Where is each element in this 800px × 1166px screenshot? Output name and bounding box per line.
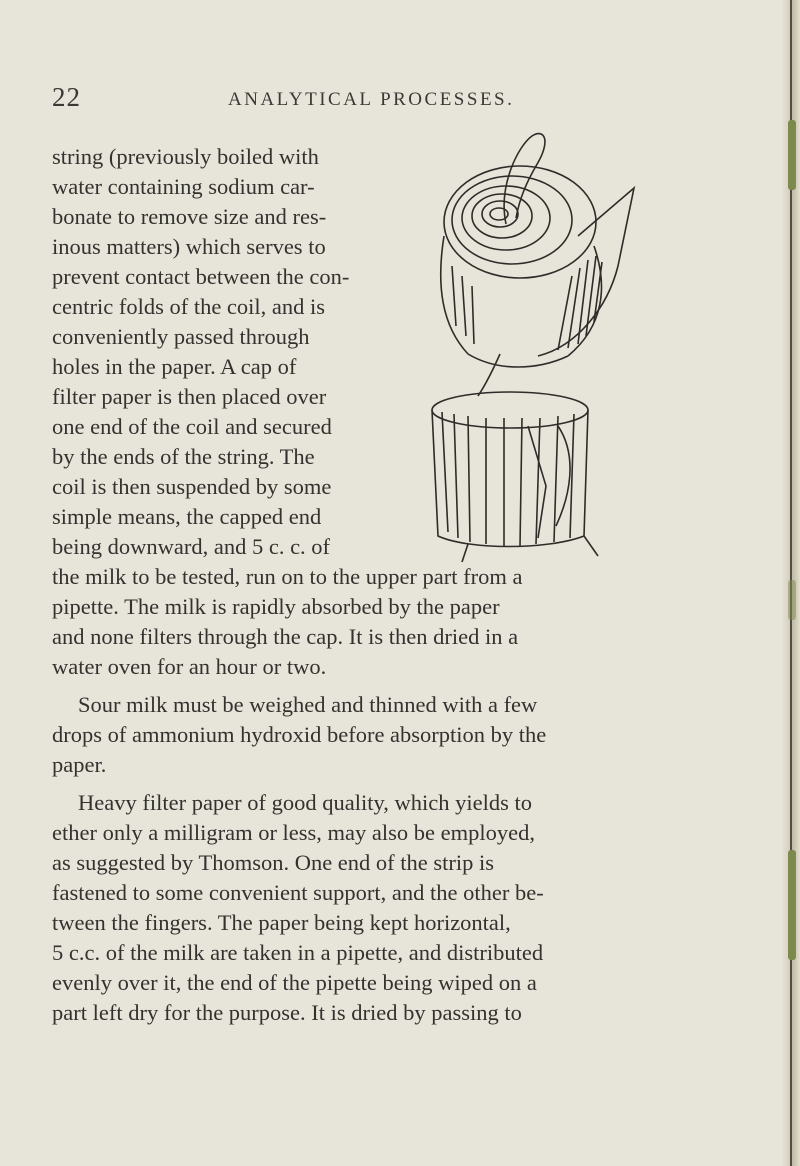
text-line: being downward, and 5 c. c. of — [52, 534, 331, 559]
text-line: coil is then suspended by some — [52, 474, 332, 499]
text-line: holes in the paper. A cap of — [52, 354, 297, 379]
coiled-paper-illustration-icon — [408, 126, 644, 574]
text-line: and none filters through the cap. It is then dried in a — [52, 624, 519, 649]
text-line: water containing sodium car- — [52, 174, 315, 199]
edge-stain — [788, 120, 796, 190]
page-number: 22 — [52, 82, 81, 112]
edge-stain — [788, 580, 796, 620]
text-line: paper. — [52, 752, 107, 777]
text-line: as suggested by Thomson. One end of the strip is — [52, 850, 495, 875]
text-line: one end of the coil and secured — [52, 414, 332, 439]
running-head: ANALYTICAL PROCESSES. — [228, 89, 515, 110]
text-line: drops of ammonium hydroxid before absorption by the — [52, 722, 547, 747]
text-line: water oven for an hour or two. — [52, 654, 327, 679]
text-line: inous matters) which serves to — [52, 234, 326, 259]
text-line: ether only a milligram or less, may also be employed, — [52, 820, 536, 845]
text-line: simple means, the capped end — [52, 504, 322, 529]
text-line: tween the fingers. The paper being kept horizontal, — [52, 910, 511, 935]
text-line: Sour milk must be weighed and thinned with a few — [78, 692, 538, 717]
text-line: pipette. The milk is rapidly absorbed by the paper — [52, 594, 500, 619]
text-line: the milk to be tested, run on to the upper part from a — [52, 564, 523, 589]
figure-coiled-filter-paper — [408, 126, 644, 574]
text-line: centric folds of the coil, and is — [52, 294, 326, 319]
text-line: bonate to remove size and res- — [52, 204, 327, 229]
text-line: conveniently passed through — [52, 324, 310, 349]
text-line: prevent contact between the con- — [52, 264, 350, 289]
text-line: string (previously boiled with — [52, 144, 319, 169]
text-line: Heavy filter paper of good quality, which yields to — [78, 790, 533, 815]
text-line: part left dry for the purpose. It is dried by passing to — [52, 1000, 522, 1025]
text-line: filter paper is then placed over — [52, 384, 327, 409]
text-line: by the ends of the string. The — [52, 444, 315, 469]
text-line: 5 c.c. of the milk are taken in a pipette, and distributed — [52, 940, 544, 965]
text-line: fastened to some convenient support, and the other be- — [52, 880, 544, 905]
text-line: evenly over it, the end of the pipette being wiped on a — [52, 970, 537, 995]
edge-stain — [788, 850, 796, 960]
